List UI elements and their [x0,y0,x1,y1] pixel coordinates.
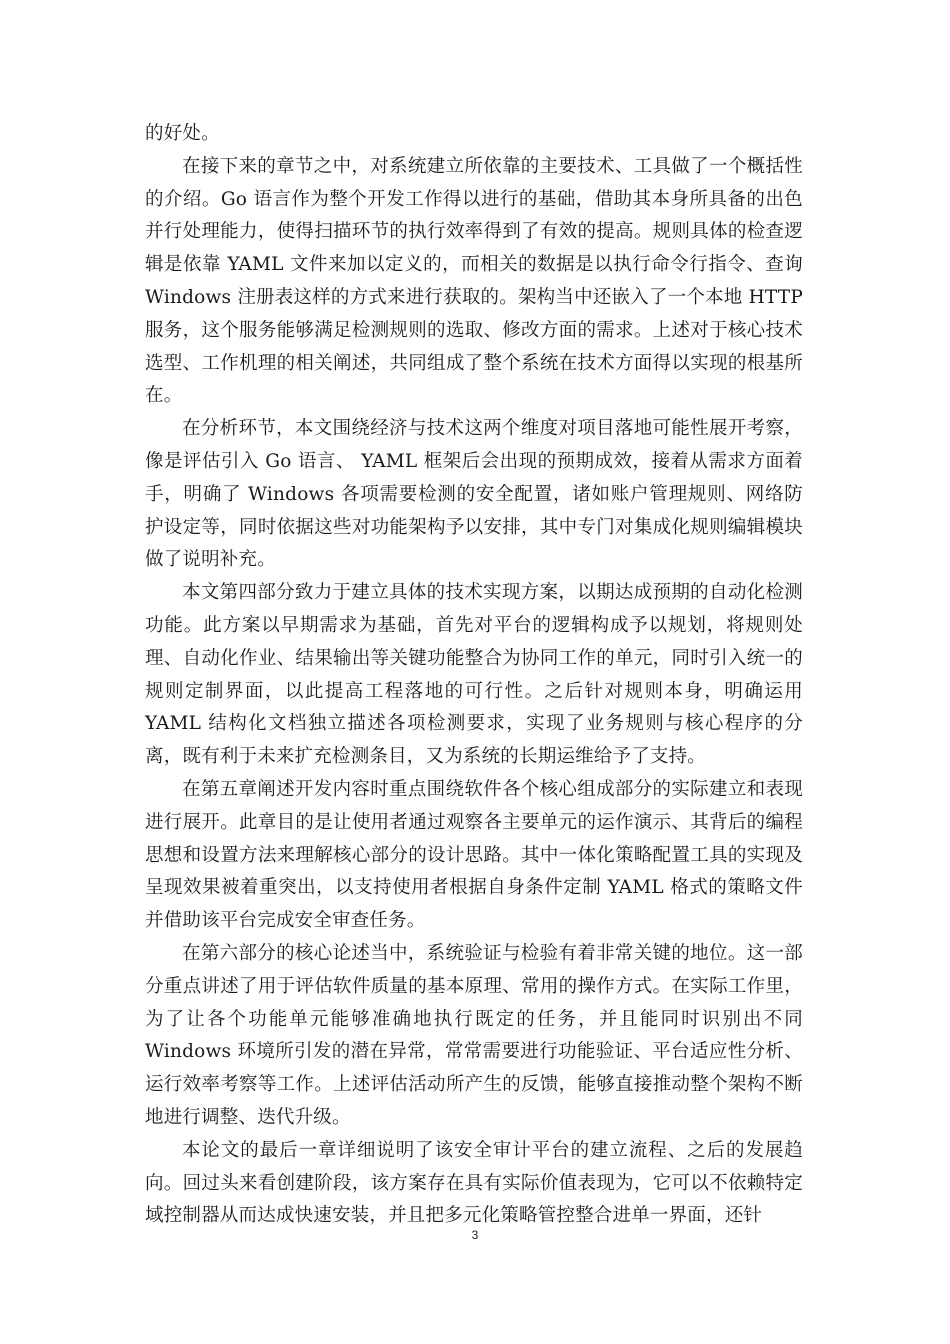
body-text [145,118,803,1233]
paragraph-chapter-four: 本文第四部分致力于建立具体的技术实现方案，以期达成预期的自动化检测功能。此方案以早期需求为基础，首先对平台的逻辑构成予以规划，将规则处理、自动化作业、结果输出等关键功能整合为协同工作的单元，同时引入统一的规则定制界面，以此提高工程落地的可行性。之后针对规则本身，明确运用 YAML 结构化文档独立描述各项检测要求，实现了业务规则与核心程序的分离，既有利于未来扩充检测条目，又为系统的长期运维给予了支持。 [145,582,803,768]
paragraph-final-chapter: 本论文的最后一章详细说明了该安全审计平台的建立流程、之后的发展趋向。回过头来看创建阶段，该方案存在具有实际价值表现为，它可以不依赖特定域控制器从而达成快速安装，并且把多元化策略管控整合进单一界面，还针 [145,1139,803,1227]
page-number: 3 [471,1228,479,1242]
paragraph-chapter-five: 在第五章阐述开发内容时重点围绕软件各个核心组成部分的实际建立和表现进行展开。此章目的是让使用者通过观察各主要单元的运作演示、其背后的编程思想和设置方法来理解核心部分的设计思路。其中一体化策略配置工具的实现及呈现效果被着重突出，以支持使用者根据自身条件定制 YAML 格式的策略文件并借助该平台完成安全审查任务。 [145,778,803,932]
paragraph-feasibility-analysis: 在分析环节，本文围绕经济与技术这两个维度对项目落地可能性展开考察，像是评估引入 Go 语言、 YAML 框架后会出现的预期成效，接着从需求方面着手，明确了 Windows 各项需要检测的安全配置，诸如账户管理规则、网络防护设定等，同时依据这些对功能架构予以安排，其中专门对集成化规则编辑模块做了说明补充。 [145,418,803,571]
paragraph-technology-overview: 在接下来的章节之中，对系统建立所依靠的主要技术、工具做了一个概括性的介绍。Go 语言作为整个开发工作得以进行的基础，借助其本身所具备的出色并行处理能力，使得扫描环节的执行效率得到了有效的提高。规则具体的检查逻辑是依靠 YAML 文件来加以定义的，而相关的数据是以执行命令行指令、查询 Windows 注册表这样的方式来进行获取的。架构当中还嵌入了一个本地 HTTP 服务，这个服务能够满足检测规则的选取、修改方面的需求。上述对于核心技术选型、工作机理的相关阐述，共同组成了整个系统在技术方面得以实现的根基所在。 [145,155,803,407]
paragraph-continuation: 的好处。 [145,123,220,144]
paragraph-chapter-six: 在第六部分的核心论述当中，系统验证与检验有着非常关键的地位。这一部分重点讲述了用于评估软件质量的基本原理、常用的操作方式。在实际工作里，为了让各个功能单元能够准确地执行既定的任务，并且能同时识别出不同 Windows 环境所引发的潜在异常，常常需要进行功能验证、平台适应性分析、运行效率考察等工作。上述评估活动所产生的反馈，能够直接推动整个架构不断地进行调整、迭代升级。 [145,942,803,1128]
